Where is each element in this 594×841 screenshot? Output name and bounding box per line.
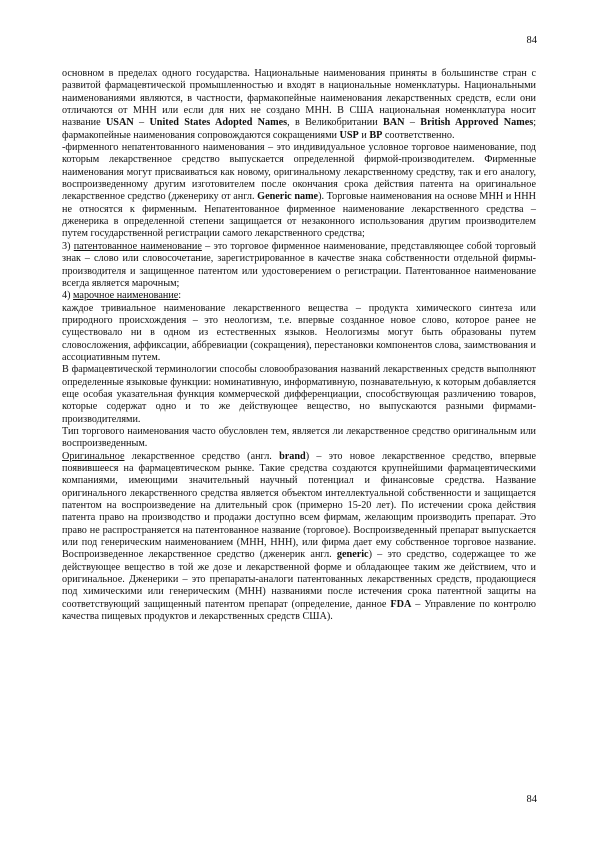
bold-term: USP <box>339 129 359 141</box>
text-run: ) – это новое лекарственное средство, впервые появившееся на фармацевтическом рынке. Такие средства создаются крупнейшими фармацевтическими компаниями, имеющими значительный научный потенциал и финансовые средства. Название оригинального лекарственного средства является объектом интеллектуальной собственности и защищается патентом на воспроизведение на длительный срок (примерно 15-20 лет). По истечении срока действия патента право на производство и продажи доступно всем фирмам, желающим производить препарат. Это право не распространяется на патентованное название (торговое). Воспроизведенный препарат выпускается или под генерическим наименованием (МНН, ННН), или фирма дает ему собственное торговое название. Воспроизведенное лекарственное средство (дженерик англ. <box>62 450 536 561</box>
underlined-term: марочное наименование <box>73 290 179 302</box>
paragraph <box>62 290 536 302</box>
text-run: лекарственное средство (англ. <box>124 450 280 462</box>
text-run: – <box>404 117 421 129</box>
paragraph <box>62 303 536 365</box>
document-body <box>62 68 536 623</box>
underlined-term: патентованное наименование <box>73 240 202 252</box>
page-number-top: 84 <box>526 35 537 46</box>
bold-term: United States Adopted Names <box>149 117 288 129</box>
bold-term: Generic name <box>257 191 319 203</box>
text-run: основном в пределах одного государства. Национальные наименования приняты в большинстве стран с развитой фармацевтической промышленностью и входят в национальные номенклатуры. Национальными наименованиями являются, в частности, фармакопейные наименования лекарственных средств, если они отличаются от МНН или если для них не создано МНН. В США национальная номенклатура носит название <box>62 68 536 129</box>
bold-term: USAN <box>105 117 134 129</box>
text-run: и <box>358 129 370 141</box>
text-run: – Управление по контролю качества пищевых продуктов и лекарственных средств США). <box>62 598 537 623</box>
page-number-bottom: 84 <box>526 794 537 805</box>
text-run: ) – это средство, содержащее то же действующее вещество в той же дозе и лекарственной форме и обладающее таким же действием, что и оригинальное. Дженерики – это препараты-аналоги патентованных лекарственных средств, продающиеся под химическими или генерическим (МНН) названиями после истечения срока патентной защиты на соответствующий защищенный патентом препарат (определение, данное <box>62 549 537 610</box>
text-run: – это торговое фирменное наименование, представляющее собой торговый знак – слово или словосочетание, зарегистрированное в качестве знака собственности отдельной фирмы-производителя и защищенное патентом или удостоверением о регистрации. Патентованное наименование всегда является марочным; <box>62 240 536 289</box>
paragraph <box>62 241 536 290</box>
paragraph <box>62 142 536 241</box>
underlined-term: Оригинальное <box>62 450 125 462</box>
bold-term: British Approved Names <box>420 117 534 129</box>
text-run: – <box>133 117 150 129</box>
text-run: -фирменного непатентованного наименования – это индивидуальное условное торговое наименование, под которым лекарственное средство выпускается определенной фирмой-производителем. Фирменные наименования могут присваиваться как новому, оригинальному лекарственному средству, так и его аналогу, воспроизведенному другим изготовителем после окончания срока действия патента на оригинальное лекарственное средство (дженерику от англ. <box>62 142 536 203</box>
bold-term: generic <box>336 549 369 561</box>
text-run: 4) <box>62 290 74 302</box>
text-run: , в Великобритании <box>287 117 384 129</box>
bold-term: FDA <box>390 598 412 610</box>
text-run: В фармацевтической терминологии способы словообразования названий лекарственных средств выполняют определенные языковые функции: номинативную, информативную, познавательную, к которым добавляется еще особая указательная функция коммерческой дифференциации, способствующая различению товаров, которые содержат одно и то же действующее вещество, но выпускаются разными фирмами-производителями. <box>62 364 536 425</box>
text-run: ). Торговые наименования на основе МНН и ННН не относятся к фирменным. Непатентованное фирменное наименование лекарственного средства – дженерика в определенной степени защищается от незаконного использования другим производителем путем государственной регистрации самого лекарственного средства; <box>62 191 536 240</box>
paragraph <box>62 68 536 142</box>
text-run: 3) <box>62 240 74 252</box>
bold-term: brand <box>279 450 306 462</box>
paragraph <box>62 451 536 624</box>
bold-term: BAN <box>383 117 405 129</box>
text-run: Тип торгового наименования часто обусловлен тем, является ли лекарственное средство оригинальным или воспроизведенным. <box>62 425 536 450</box>
text-run: каждое тривиальное наименование лекарственного вещества – продукта химического синтеза или природного происхождения – это неологизм, т.е. впервые созданное новое слово, которое ранее не существовало ни в одном из естественных языков. Неологизмы могут быть образованы путем словосложения, аффиксации, аббревиации (сокращения), перестановки компонентов слова, заимствования и ассоциативным путем. <box>62 302 536 363</box>
text-run: ; фармакопейные наименования сопровождаются сокращениями <box>62 117 537 141</box>
text-run: : <box>178 290 182 302</box>
paragraph <box>62 364 536 426</box>
text-run: соответственно. <box>382 129 455 141</box>
paragraph <box>62 426 536 451</box>
bold-term: BP <box>369 129 383 141</box>
